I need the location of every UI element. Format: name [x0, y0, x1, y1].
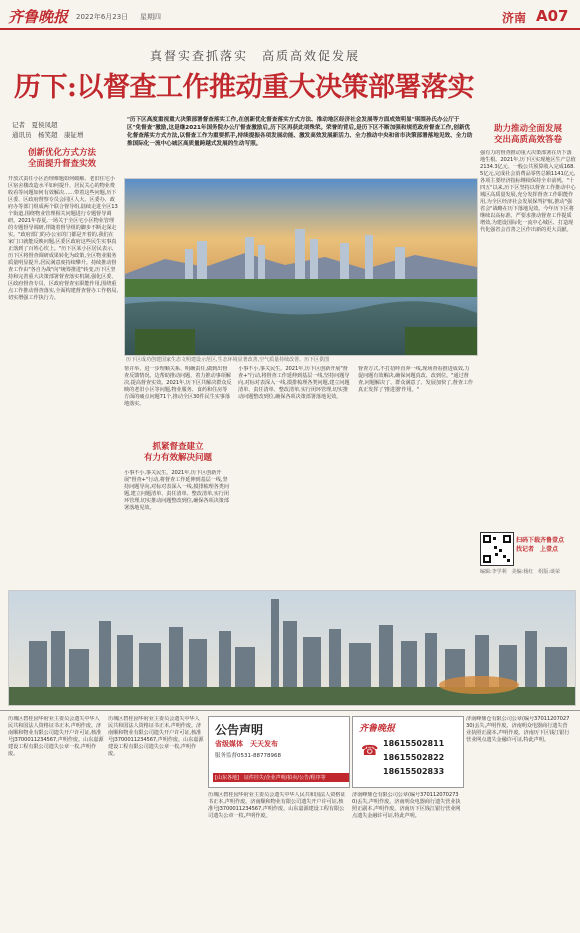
notice-title: 公告声明: [215, 723, 264, 737]
qr-code-icon: [481, 533, 513, 565]
article-title: 历下:以督查工作推动重大决策部署落实: [14, 72, 474, 103]
ads-left-column: 历城区碧桂园华府业主委员会遗失中华人民共和国法人资格证书正本,声明作废。济南顺和物业有限公司遗失开户许可证,核准号J3700011234567,声明作废。山东嘉源建设工程有限公司遗失公章一枚,声明作废。: [8, 716, 104, 757]
notice-tab-label: [山东各地] 证件挂失/企业声明/拍卖/公告/程序等: [213, 773, 349, 782]
phone-3[interactable]: 18615502833: [383, 767, 445, 776]
phone-1[interactable]: 18615502811: [383, 739, 445, 748]
article-kicker: 真督实查抓落实 高质高效促发展: [150, 49, 361, 63]
masthead: [0, 0, 580, 30]
city-label: 济南: [502, 11, 527, 25]
notice-media: 省级媒体 天天发布: [215, 740, 278, 748]
phones-box: [352, 716, 464, 788]
column-3-text: 小事不小,事关民生。2021年,历下区创新开展"督查+"行动,将督查工作延伸到基层一线,坚持问题导向,对标对表深入一线,摸排梳理各类问题,建立问题清单、责任清单、整改清单,实行闭环管理,切实推动问题整改到位,确保各项决策部署落地见效。: [238, 366, 350, 400]
column-5-text: 强有力的督查推动重大决策部署在历下落地生根。2021年,历下区实现地区生产总值2134.3亿元、一般公共预算收入完成168.5亿元,完成社会消费品零售总额1141亿元,各项主要经济指标继续保持全市前列。"十四五"以来,历下区坚持以督查工作推动中心城区高质量发展,充分发挥督查工作职能作用,为全区经济社会发展保驾护航,推动"强省会"战略在历下落地见效。今年历下区将继续以高标准、严要求推动督查工作提质增效,为建设国际化一流中心城区、打造现代化强省会首善之区作出新的更大贡献。: [480, 150, 576, 233]
byline: [12, 120, 84, 140]
cityscape-photo-2: [8, 590, 576, 706]
notice-box: [208, 716, 350, 788]
byline-correspondent: 通讯员 杨笑超 康钲增: [12, 131, 84, 139]
cityscape-photo-1: [124, 178, 478, 356]
column-4-text: 督查方式,不打招呼直奔一线,现场查看推进成效,力促问题有效解决,确保问题真改、改到位。"通过督查,问题解决了、群众满意了、发展加快了,督查工作真正发挥了'推进器'作用。": [358, 366, 474, 393]
ads-middle-column: 历城区碧桂园华府业主委员会遗失中华人民共和国法人资格证书正本,声明作废。济南顺和物业有限公司遗失开户许可证,核准号J3700011234567,声明作废。山东嘉源建设工程有限公司遗失公章一枚,声明作废。: [208, 792, 346, 819]
ads-left-column-2: 历城区碧桂园华府业主委员会遗失中华人民共和国法人资格证书正本,声明作废。济南顺和物业有限公司遗失开户许可证,核准号J3700011234567,声明作废。山东嘉源建设工程有限公司遗失公章一枚,声明作废。: [108, 716, 204, 757]
article-lead: "历下区高度重视重大决策部署督查落实工作,在创新优化督查落实方式方法、推动地区经济社会发展等方面成效明显"琪围孙氏办公厅于区"免督查"激励,这是继2021年国务院办公厅督查激励后,历下区再获此项殊荣。荣誉的背后,是历下区不断加强和规范政府督查工作,创新优化督查落实方式方法,以督查工作为重要抓手,持续提振各项发展动能、激发高效发展新活力、全力推动中央和省市决策部署落地见效、全力助推国际化一流中心城区高质量跨越式发展的生动写照。: [127, 117, 473, 147]
ads-brand: 齐鲁晚报: [359, 724, 396, 734]
ads-divider: [0, 710, 580, 711]
column-1-text: 开放式责任小区治理难题如何破解、老旧住宅小区宿舍楼改造水平如何提升、居民关心的物业费收看等问题如何有效解决……带着这些问题,历下区委、区政府督察专员会同区人大、区委办、政府办等部门组成两个联合督导组,陆续走进全区13个街道,围绕物业管理相关问题进行专题督导调研。2021年春夏,一场关于全区宅小区物业管理的专题督导调研,伴随着督导组的脚步不断走深走实。"政府部门的办公室的门都是开着的,我们在家门口就能反映问题,区委区政府这些民生实事真正落到了百姓心坎上。"历下区某小区居民表示,历下区将督查调研成果转化为政策,全区物业服务质量明显提升,居民满意度持续攀升。持续推动督查工作由"各自为战"向"统筹推进"转变,历下区坚持和完善重大决策部署督查落实机制,强化区委、区政府督查专员、区政府督查室职能作用,围绕重点工作推动督查落实,全面构建督查督办工作格局,切实增强工作执行力。: [8, 176, 118, 301]
phone-2[interactable]: 18615502822: [383, 753, 445, 762]
section-heading-3: 助力推动全面发展 交出高质高效答卷: [493, 124, 562, 145]
byline-reporter: 记者 夏侯凤超: [12, 121, 58, 129]
section-heading-1: 创新优化方式方法 全面提升督查实效: [27, 148, 96, 169]
cityscape-illustration: [125, 179, 477, 355]
newspaper-logo: 齐鲁晚报: [8, 8, 69, 26]
issue-weekday: 星期四: [140, 13, 161, 21]
skyline-illustration: [9, 591, 575, 705]
issue-date: 2022年6月23日: [76, 13, 129, 21]
page-number: A07: [536, 7, 569, 25]
column-2b-text: 小事不小,事关民生。2021年,历下区创新开展"督查+"行动,将督查工作延伸到基层一线,坚持问题导向,对标对表深入一线,摸排梳理各类问题,建立问题清单、责任清单、整改清单,实行闭环管理,切实推动问题整改到位,确保各项决策部署落地见效。: [124, 470, 229, 511]
photo-1-caption: 历下区成功创建国家生态文明建设示范区,生态环境显著改善,空气质量持续改善。历下区供图: [126, 357, 330, 363]
ads-right-column: 济南峰鼎仓有限公司公章(编号3701120702730)丢失,声明作废。济南明众电器商行遗失营业执照正副本,声明作废。济南历下区钱江银行营业网点遗失金融许可证,特此声明。: [466, 716, 570, 743]
editor-credits: 编辑:李学利 美编:杨红 组版:谈荣: [480, 569, 561, 575]
phone-icon: ☎: [361, 743, 379, 759]
qr-caption: 扫码下载齐鲁壹点 找记者 上壹点: [516, 537, 565, 553]
notice-service-phone: 服务监督0531-88778968: [215, 753, 281, 759]
section-heading-2: 抓紧督查建立 有力有效解决问题: [143, 442, 212, 463]
masthead-rule: [0, 28, 580, 30]
qr-code[interactable]: [480, 532, 514, 566]
ads-middle-column-2: 济南峰鼎仓有限公司公章(编号3701120702730)丢失,声明作废。济南明众电器商行遗失营业执照正副本,声明作废。济南历下区钱江银行营业网点遗失金融许可证,特此声明。: [352, 792, 461, 819]
column-2-text: 帮并举、进一步理顺关系、明确责任,做到出督查反馈情况、边帮助推动问题、着力推动事项解决,提高督查实效。2021年,历下区共解决群众反映的老旧小区等问题,物业服务、食药和住房等方面的痛点问题71个,推动全区30件民生实事落地落实。: [124, 366, 232, 407]
